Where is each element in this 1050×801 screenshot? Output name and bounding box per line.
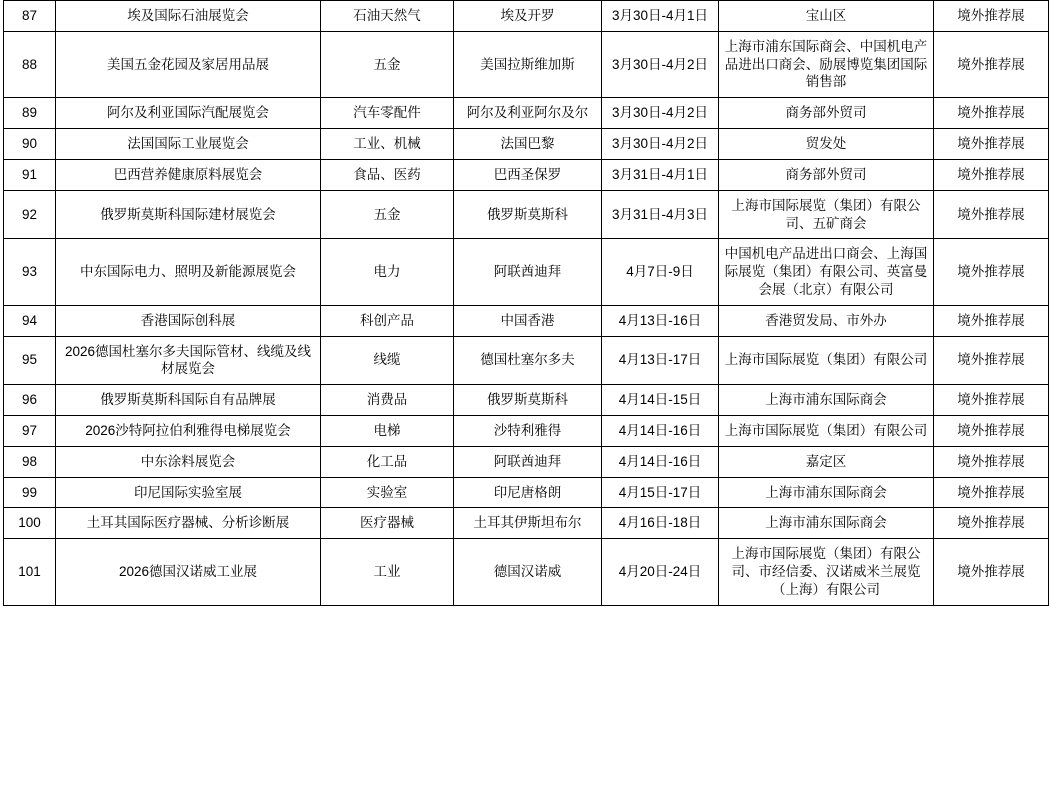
cell-exhibition-name: 美国五金花园及家居用品展 [56,31,321,97]
cell-exhibition-name: 埃及国际石油展览会 [56,1,321,32]
cell-place: 巴西圣保罗 [454,159,602,190]
cell-type: 境外推荐展 [934,446,1049,477]
cell-place: 法国巴黎 [454,129,602,160]
cell-industry: 五金 [321,31,454,97]
cell-exhibition-name: 巴西营养健康原料展览会 [56,159,321,190]
cell-exhibition-name: 印尼国际实验室展 [56,477,321,508]
cell-place: 俄罗斯莫斯科 [454,385,602,416]
cell-organizer: 上海市国际展览（集团）有限公司、五矿商会 [719,190,934,239]
cell-date: 4月14日-16日 [602,446,719,477]
cell-industry: 工业、机械 [321,129,454,160]
table-row [4,159,1049,190]
cell-industry: 实验室 [321,477,454,508]
cell-index: 97 [4,416,56,447]
table-row [4,129,1049,160]
cell-organizer: 上海市浦东国际商会 [719,508,934,539]
cell-date: 3月30日-4月2日 [602,31,719,97]
cell-organizer: 贸发处 [719,129,934,160]
cell-organizer: 上海市浦东国际商会 [719,385,934,416]
cell-organizer: 中国机电产品进出口商会、上海国际展览（集团）有限公司、英富曼会展（北京）有限公司 [719,239,934,305]
cell-date: 3月30日-4月2日 [602,98,719,129]
cell-date: 4月13日-16日 [602,305,719,336]
cell-exhibition-name: 阿尔及利亚国际汽配展览会 [56,98,321,129]
cell-organizer: 上海市国际展览（集团）有限公司 [719,336,934,385]
cell-exhibition-name: 中东国际电力、照明及新能源展览会 [56,239,321,305]
cell-index: 91 [4,159,56,190]
cell-type: 境外推荐展 [934,385,1049,416]
cell-index: 98 [4,446,56,477]
cell-index: 88 [4,31,56,97]
cell-exhibition-name: 2026德国杜塞尔多夫国际管材、线缆及线材展览会 [56,336,321,385]
cell-index: 89 [4,98,56,129]
cell-place: 中国香港 [454,305,602,336]
table-row [4,305,1049,336]
cell-industry: 化工品 [321,446,454,477]
cell-date: 3月30日-4月1日 [602,1,719,32]
table-row [4,508,1049,539]
cell-organizer: 商务部外贸司 [719,159,934,190]
cell-industry: 汽车零配件 [321,98,454,129]
cell-exhibition-name: 俄罗斯莫斯科国际自有品牌展 [56,385,321,416]
cell-industry: 五金 [321,190,454,239]
cell-type: 境外推荐展 [934,305,1049,336]
table-row [4,385,1049,416]
cell-place: 阿联酋迪拜 [454,239,602,305]
cell-exhibition-name: 2026沙特阿拉伯利雅得电梯展览会 [56,416,321,447]
table-row [4,477,1049,508]
cell-organizer: 上海市国际展览（集团）有限公司、市经信委、汉诺威米兰展览（上海）有限公司 [719,539,934,605]
cell-place: 阿联酋迪拜 [454,446,602,477]
cell-place: 沙特利雅得 [454,416,602,447]
cell-date: 4月14日-15日 [602,385,719,416]
cell-organizer: 嘉定区 [719,446,934,477]
cell-date: 4月15日-17日 [602,477,719,508]
cell-index: 99 [4,477,56,508]
cell-industry: 科创产品 [321,305,454,336]
cell-industry: 电梯 [321,416,454,447]
cell-place: 美国拉斯维加斯 [454,31,602,97]
cell-date: 4月20日-24日 [602,539,719,605]
cell-exhibition-name: 香港国际创科展 [56,305,321,336]
cell-index: 100 [4,508,56,539]
cell-exhibition-name: 法国国际工业展览会 [56,129,321,160]
cell-type: 境外推荐展 [934,190,1049,239]
cell-date: 4月13日-17日 [602,336,719,385]
cell-type: 境外推荐展 [934,477,1049,508]
cell-organizer: 香港贸发局、市外办 [719,305,934,336]
table-body [4,1,1049,606]
cell-place: 埃及开罗 [454,1,602,32]
cell-place: 俄罗斯莫斯科 [454,190,602,239]
cell-index: 90 [4,129,56,160]
cell-industry: 石油天然气 [321,1,454,32]
cell-date: 4月14日-16日 [602,416,719,447]
cell-organizer: 宝山区 [719,1,934,32]
cell-index: 95 [4,336,56,385]
cell-index: 93 [4,239,56,305]
table-row [4,239,1049,305]
cell-industry: 电力 [321,239,454,305]
cell-date: 4月16日-18日 [602,508,719,539]
cell-type: 境外推荐展 [934,159,1049,190]
cell-index: 94 [4,305,56,336]
cell-type: 境外推荐展 [934,1,1049,32]
cell-industry: 医疗器械 [321,508,454,539]
cell-date: 4月7日-9日 [602,239,719,305]
table-row [4,539,1049,605]
cell-type: 境外推荐展 [934,239,1049,305]
cell-type: 境外推荐展 [934,416,1049,447]
table-row [4,416,1049,447]
cell-exhibition-name: 中东涂料展览会 [56,446,321,477]
table-row [4,190,1049,239]
table-row [4,336,1049,385]
cell-exhibition-name: 2026德国汉诺威工业展 [56,539,321,605]
cell-date: 3月31日-4月1日 [602,159,719,190]
table-row [4,1,1049,32]
cell-place: 德国杜塞尔多夫 [454,336,602,385]
cell-place: 印尼唐格朗 [454,477,602,508]
cell-organizer: 上海市浦东国际商会、中国机电产品进出口商会、励展博览集团国际销售部 [719,31,934,97]
table-row [4,446,1049,477]
cell-organizer: 上海市国际展览（集团）有限公司 [719,416,934,447]
cell-place: 德国汉诺威 [454,539,602,605]
cell-exhibition-name: 土耳其国际医疗器械、分析诊断展 [56,508,321,539]
cell-date: 3月31日-4月3日 [602,190,719,239]
cell-place: 阿尔及利亚阿尔及尔 [454,98,602,129]
cell-type: 境外推荐展 [934,336,1049,385]
cell-type: 境外推荐展 [934,98,1049,129]
cell-organizer: 商务部外贸司 [719,98,934,129]
cell-industry: 消费品 [321,385,454,416]
cell-organizer: 上海市浦东国际商会 [719,477,934,508]
cell-index: 87 [4,1,56,32]
cell-industry: 线缆 [321,336,454,385]
cell-industry: 工业 [321,539,454,605]
table-row [4,98,1049,129]
cell-type: 境外推荐展 [934,539,1049,605]
exhibition-schedule-table [3,0,1049,606]
cell-industry: 食品、医药 [321,159,454,190]
cell-exhibition-name: 俄罗斯莫斯科国际建材展览会 [56,190,321,239]
cell-type: 境外推荐展 [934,31,1049,97]
cell-index: 92 [4,190,56,239]
cell-type: 境外推荐展 [934,129,1049,160]
cell-place: 土耳其伊斯坦布尔 [454,508,602,539]
cell-type: 境外推荐展 [934,508,1049,539]
cell-index: 96 [4,385,56,416]
table-row [4,31,1049,97]
cell-index: 101 [4,539,56,605]
cell-date: 3月30日-4月2日 [602,129,719,160]
